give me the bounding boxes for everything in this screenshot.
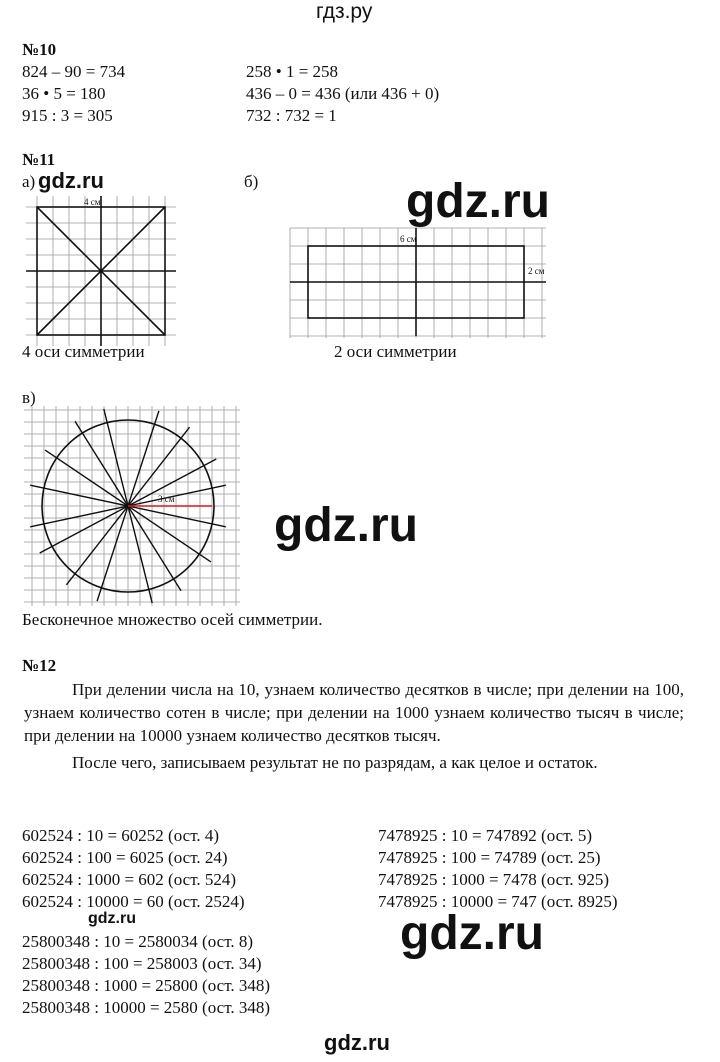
ex11-heading: №11 bbox=[22, 150, 56, 169]
circle-radius-label: 3 см bbox=[158, 494, 175, 504]
ex12-left-3: 602524 : 1000 = 602 (ост. 524) bbox=[22, 870, 237, 889]
rectangle-width-label: 6 см bbox=[400, 234, 417, 244]
ex12-bottom-2: 25800348 : 100 = 258003 (ост. 34) bbox=[22, 954, 262, 973]
rectangle-caption: 2 оси симметрии bbox=[334, 342, 457, 361]
watermark-small-a: gdz.ru bbox=[38, 168, 104, 193]
ex12-left-2: 602524 : 100 = 6025 (ост. 24) bbox=[22, 848, 228, 867]
ex11-v-label: в) bbox=[22, 388, 36, 407]
watermark-large-2: gdz.ru bbox=[274, 499, 418, 552]
ex11-b-label: б) bbox=[244, 172, 259, 191]
ex12-bottom-4: 25800348 : 10000 = 2580 (ост. 348) bbox=[22, 998, 271, 1017]
ex12-paragraph-block bbox=[24, 678, 684, 774]
rectangle-height-label: 2 см bbox=[528, 266, 545, 276]
ex12-paragraph-2: После чего, записываем результат не по разрядам, а как целое и остаток. bbox=[72, 753, 598, 772]
ex10-right-3: 732 : 732 = 1 bbox=[246, 106, 337, 125]
ex11-a-label: а) bbox=[22, 172, 36, 191]
ex12-right-1: 7478925 : 10 = 747892 (ост. 5) bbox=[378, 826, 593, 845]
circle-caption: Бесконечное множество осей симметрии. bbox=[22, 610, 323, 629]
ex12-bottom-3: 25800348 : 1000 = 25800 (ост. 348) bbox=[22, 976, 271, 995]
grid-lines bbox=[290, 228, 546, 338]
ex12-left-1: 602524 : 10 = 60252 (ост. 4) bbox=[22, 826, 220, 845]
ex10-left-2: 36 • 5 = 180 bbox=[22, 84, 106, 103]
ex12-paragraph-1: При делении числа на 10, узнаем количество десятков в числе; при делении на 100, узнаем количество сотен в числе; при делении на 1000 узнаем количество тысяч в числе; при делении на 10000 узнаем количество десятков тысяч. bbox=[24, 680, 684, 745]
ex10-right-2: 436 – 0 = 436 (или 436 + 0) bbox=[246, 84, 440, 103]
ex12-bottom-1: 25800348 : 10 = 2580034 (ост. 8) bbox=[22, 932, 254, 951]
figure-rectangle bbox=[290, 228, 546, 338]
ex10-right-1: 258 • 1 = 258 bbox=[246, 62, 339, 81]
ex12-right-3: 7478925 : 1000 = 7478 (ост. 925) bbox=[378, 870, 610, 889]
ex12-right-4: 7478925 : 10000 = 747 (ост. 8925) bbox=[378, 892, 618, 911]
ex10-heading: №10 bbox=[22, 40, 57, 59]
ex10-left-1: 824 – 90 = 734 bbox=[22, 62, 126, 81]
ex10-left-3: 915 : 3 = 305 bbox=[22, 106, 113, 125]
figure-square bbox=[26, 196, 176, 346]
figure-circle bbox=[24, 406, 240, 606]
square-dim-label: 4 см bbox=[84, 197, 101, 207]
ex12-left-4: 602524 : 10000 = 60 (ост. 2524) bbox=[22, 892, 245, 911]
footer-watermark: gdz.ru bbox=[324, 1030, 390, 1055]
ex12-heading: №12 bbox=[22, 656, 57, 675]
ex12-right-2: 7478925 : 100 = 74789 (ост. 25) bbox=[378, 848, 601, 867]
square-caption: 4 оси симметрии bbox=[22, 342, 145, 361]
watermark-large-3: gdz.ru bbox=[400, 907, 544, 960]
watermark-large-1: gdz.ru bbox=[406, 175, 550, 228]
site-header: гдз.ру bbox=[316, 0, 373, 23]
watermark-small-b: gdz.ru bbox=[88, 910, 136, 927]
